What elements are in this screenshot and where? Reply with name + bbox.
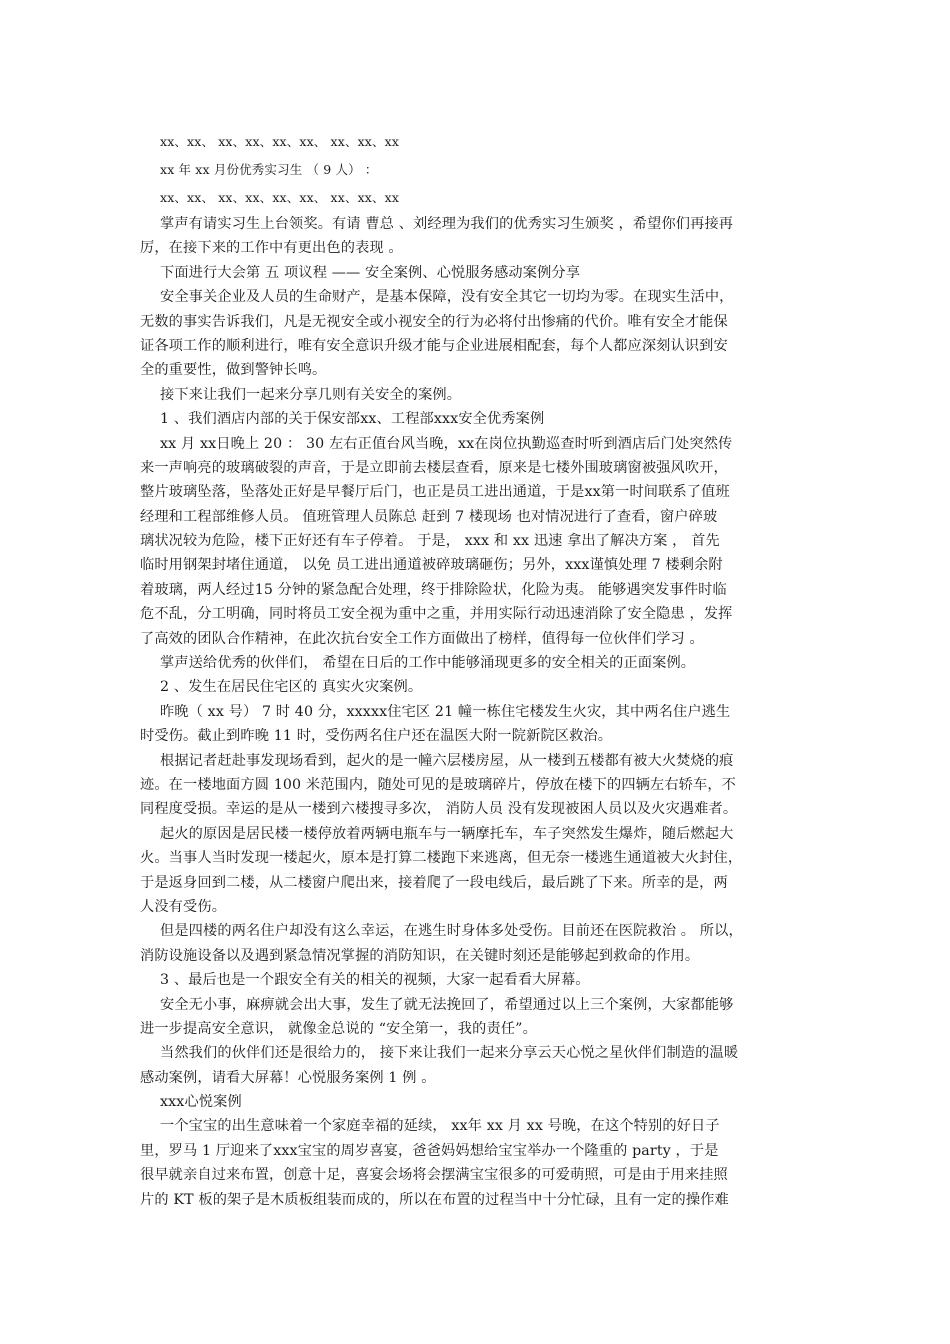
text-line: 很早就亲自过来布置，创意十足，喜宴会场将会摆满宝宝很多的可爱萌照，可是由于用来挂照 [140, 1167, 728, 1184]
document-body [140, 128, 810, 1212]
text-line: 片的 KT 板的架子是木质板组装而成的，所以在布置的过程当中十分忙碌，且有一定的操作难 [140, 1191, 729, 1208]
text-line: 掌声送给优秀的伙伴们， 希望在日后的工作中能够涌现更多的安全相关的正面案例。 [160, 655, 696, 672]
text-line: 着玻璃，两人经过15 分钟的紧急配合处理，终于排除险状，化险为夷。 能够遇突发事件时临 [140, 581, 727, 598]
text-line: 来一声响亮的玻璃破裂的声音，于是立即前去楼层查看，原来是七楼外围玻璃窗被强风吹开， [140, 459, 728, 476]
text-line: 消防设施设备以及遇到紧急情况掌握的消防知识，在关键时刻还是能够起到救命的作用。 [140, 947, 700, 964]
text-line: 一个宝宝的出生意味着一个家庭幸福的延续， xx年 xx 月 xx 号晚，在这个特别的好日子 [160, 1118, 720, 1135]
text-line: 迹。在一楼地面方圆 100 米范围内，随处可见的是玻璃碎片，停放在楼下的四辆左右轿车，不 [140, 776, 737, 793]
text-line: 火。当事人当时发现一楼起火，原本是打算二楼跑下来逃离，但无奈一楼逃生通道被大火封住， [140, 850, 743, 867]
text-line: 根据记者赶赴事发现场看到，起火的是一幢六层楼房屋，从一楼到五楼都有被大火焚烧的痕 [160, 752, 734, 769]
text-line: 于是返身回到二楼，从二楼窗户爬出来，接着爬了一段电线后，最后跳了下来。所幸的是，两 [140, 874, 728, 891]
text-line: 感动案例，请看大屏幕！心悦服务案例 1 例 。 [140, 1069, 436, 1086]
text-line: 证各项工作的顺利进行，唯有安全意识升级才能与企业进展相配套，每个人都应深刻认识到安 [140, 337, 728, 354]
text-line: 厉，在接下来的工作中有更出色的表现 。 [140, 240, 403, 257]
text-line: 1 、我们酒店内部的关于保安部xx、工程部xxx安全优秀案例 [160, 411, 545, 428]
text-line: 临时用钢架封堵住通道， 以免 员工进出通道被碎玻璃砸伤；另外，xxx谨慎处理 7 楼剩余附 [140, 557, 723, 574]
text-line: 无数的事实告诉我们，凡是无视安全或小视安全的行为必将付出惨痛的代价。唯有安全才能保 [140, 313, 728, 330]
text-line: 安全事关企业及人员的生命财产，是基本保障，没有安全其它一切均为零。在现实生活中， [160, 289, 734, 306]
text-line: xx、xx、 xx、xx、xx、xx、 xx、xx、xx [160, 190, 400, 205]
text-line: xx 年 xx 月份优秀实习生 （ 9 人） ： [160, 162, 378, 177]
text-line: 危不乱，分工明确，同时将员工安全视为重中之重，并用实际行动迅速消除了安全隐患 ，发挥 [140, 606, 733, 623]
text-line: 整片玻璃坠落，坠落处正好是早餐厅后门，也正是员工进出通道，于是xx第一时间联系了值班 [140, 484, 730, 501]
text-line: 经理和工程部维修人员。 值班管理人员陈总 赶到 7 楼现场 也对情况进行了查看，窗户碎玻 [140, 508, 718, 525]
text-line: 安全无小事，麻痹就会出大事，发生了就无法挽回了，希望通过以上三个案例，大家都能够 [160, 996, 734, 1013]
text-line: 进一步提高安全意识， 就像金总说的 “安全第一，我的责任”。 [140, 1020, 537, 1037]
text-line: 同程度受损。幸运的是从一楼到六楼搜寻多次， 消防人员 没有发现被困人员以及火灾遇难者。 [140, 801, 738, 818]
text-line: 但是四楼的两名住户却没有这么幸运，在逃生时身体多处受伤。目前还在医院救治 。 所以， [160, 923, 743, 940]
text-line: 下面进行大会第 五 项议程 —— 安全案例、心悦服务感动案例分享 [160, 264, 581, 281]
text-line: 昨晚（ xx 号） 7 时 40 分，xxxxx住宅区 21 幢一栋住宅楼发生火灾，其中两名住户逃生 [160, 703, 731, 720]
text-line: 掌声有请实习生上台领奖。有请 曹总 、刘经理为我们的优秀实习生颁奖 ，希望你们再接再 [160, 216, 734, 232]
text-line: xx 月 xx日晚上 20 ： 30 左右正值台风当晚，xx在岗位执勤巡查时听到酒店后门处突然传 [160, 435, 733, 452]
text-line: 2 、发生在居民住宅区的 真实火灾案例。 [160, 679, 423, 696]
text-line: 了高效的团队合作精神，在此次抗台安全工作方面做出了榜样，值得每一位伙伴们学习 。 [140, 630, 704, 647]
text-line: 璃状况较为危险，楼下正好还有车子停着。 于是， xxx 和 xx 迅速 拿出了解决方案 ， 首先 [140, 533, 720, 550]
text-line: 里，罗马 1 厅迎来了xxx宝宝的周岁喜宴，爸爸妈妈想给宝宝举办一个隆重的 party ，于是 [140, 1142, 719, 1159]
text-line: 当然我们的伙伴们还是很给力的， 接下来让我们一起来分享云天心悦之星伙伴们制造的温暖 [160, 1045, 739, 1062]
text-line: 接下来让我们一起来分享几则有关安全的案例。 [160, 386, 462, 403]
text-line: 全的重要性，做到警钟长鸣。 [140, 362, 327, 379]
text-line: 起火的原因是居民楼一楼停放着两辆电瓶车与一辆摩托车，车子突然发生爆炸，随后燃起大 [160, 825, 734, 842]
text-line: xxx心悦案例 [160, 1094, 242, 1111]
text-line: 时受伤。截止到昨晚 11 时，受伤两名住户还在温医大附一院新院区救治。 [140, 728, 613, 745]
text-line: xx、xx、 xx、xx、xx、xx、 xx、xx、xx [160, 134, 400, 149]
text-line: 人没有受伤。 [140, 898, 227, 915]
text-line: 3 、最后也是一个跟安全有关的相关的视频，大家一起看看大屏幕。 [160, 972, 590, 989]
